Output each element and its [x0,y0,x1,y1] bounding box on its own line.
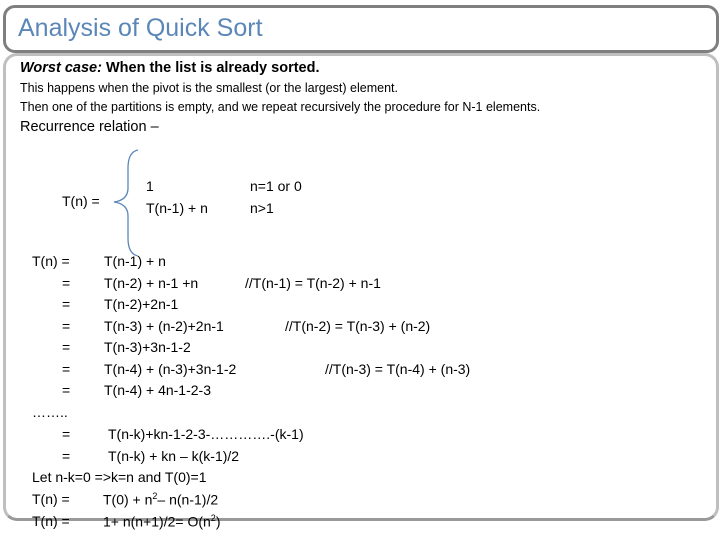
step-rhs: T(n-3)+3n-1-2 [104,339,191,355]
worst-text: When the list is already sorted. [101,60,320,76]
step-lhs: = [62,339,71,355]
step-rhs: T(n-4) + 4n-1-2-3 [104,382,211,398]
step-lhs: = [62,296,71,312]
recurrence-heading: Recurrence relation – [20,119,159,135]
step-rhs: T(n-3) + (n-2)+2n-1 [104,317,224,334]
dots: …….. [32,404,68,420]
step-rhs: T(n-1) + n [104,253,166,269]
step-lhs: = [62,382,71,398]
def-lhs: T(n) = [62,193,100,209]
step-lhs: = [62,274,71,291]
def-case-2: T(n-1) + n [146,200,208,216]
step-comment: //T(n-1) = T(n-2) + n-1 [245,274,381,291]
line-1: This happens when the pivot is the smallest (or the largest) element. [20,81,398,95]
gen2-rhs: T(n-k) + kn – k(k-1)/2 [108,448,240,464]
step-comment: //T(n-2) = T(n-3) + (n-2) [285,317,431,334]
step-lhs: T(n) = [32,253,70,269]
def-cond-2: n>1 [250,200,274,216]
final2-lhs: T(n) = [32,513,70,529]
final1-rhs: $T(0) + n^2-$ n(n-1)/2 [103,491,219,508]
let-line: Let n-k=0 =>k=n and T(0)=1 [32,469,207,485]
step-rhs: T(n-4) + (n-3)+3n-1-2 [104,360,237,377]
gen1-rhs: T(n-k)+kn-1-2-3-………….-(k-1) [108,426,304,442]
def-cond-1: n=1 or 0 [250,178,302,194]
worst-case-heading [20,60,320,76]
step-comment: //T(n-3) = T(n-4) + (n-3) [325,360,471,377]
step-rhs: T(n-2) + n-1 +n [104,274,199,291]
line-2: Then one of the partitions is empty, and we repeat recursively the procedure for N-1 elements. [20,100,541,114]
gen1-lhs: = [62,426,71,442]
slide-title: Analysis of Quick Sort [18,14,263,42]
step-lhs: = [62,317,71,334]
final1-lhs: T(n) = [32,491,70,507]
step-lhs: = [62,360,71,377]
worst-label: Worst case: [20,60,102,76]
final2-rhs: $1+ n(n+1)/2= O(n^2)$ [103,513,221,530]
def-case-1: 1 [146,178,154,194]
step-rhs: T(n-2)+2n-1 [104,296,179,312]
brace-icon [108,148,142,258]
gen2-lhs: = [62,448,71,464]
